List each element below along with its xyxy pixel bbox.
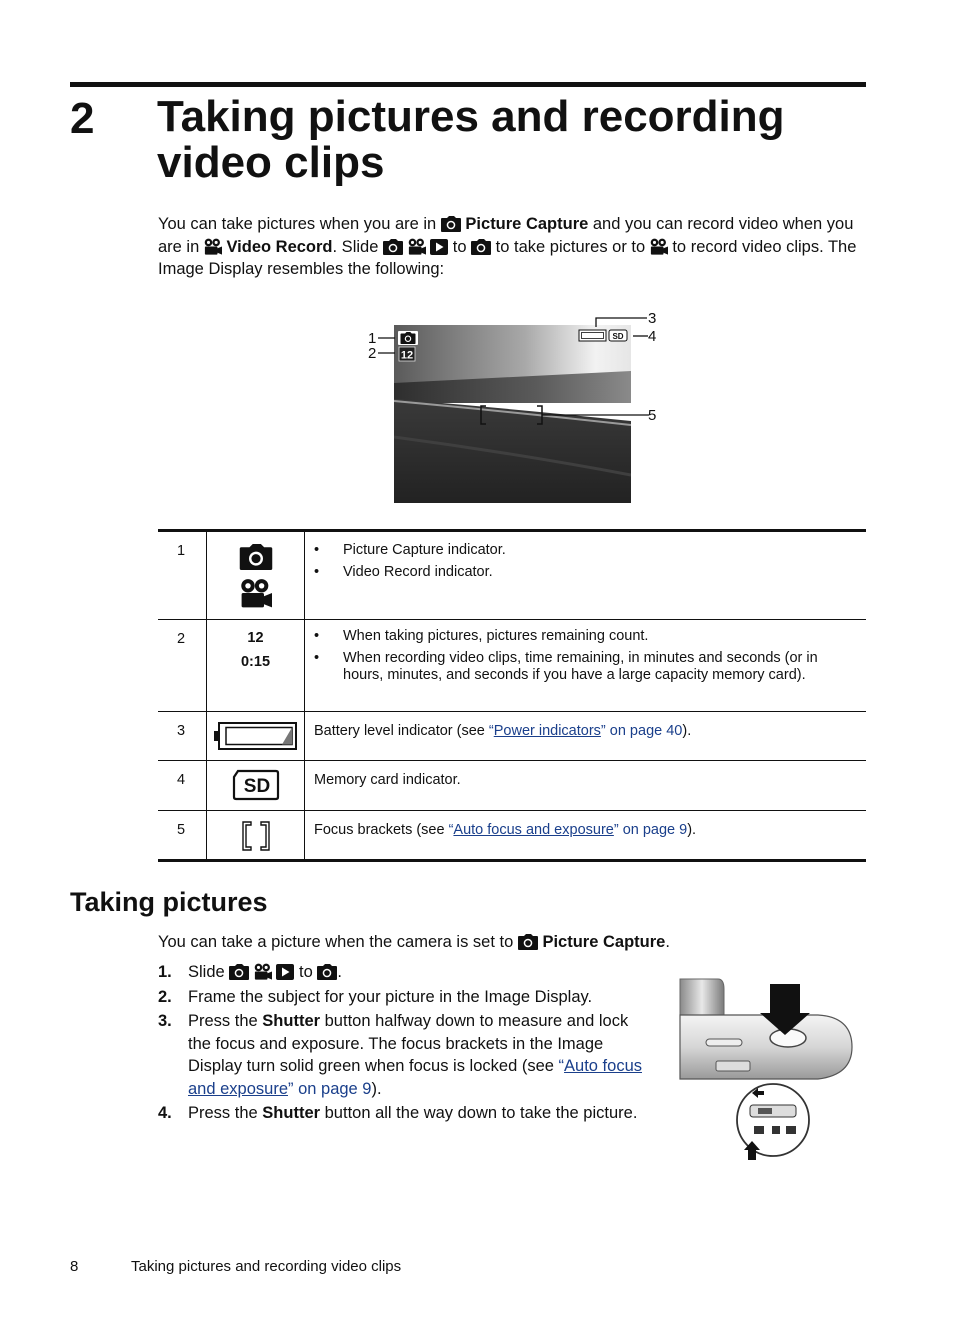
- video-camera-icon: [204, 238, 222, 255]
- table-row: 5 Focus brackets (see “Auto focus and exposure” on page 9).: [158, 810, 866, 860]
- callout-1: 1: [368, 330, 377, 347]
- callout-2: 2: [368, 345, 377, 362]
- callout-5: 5: [648, 407, 657, 424]
- video-camera-icon: [650, 238, 668, 255]
- power-indicators-link[interactable]: Power indicators: [493, 722, 601, 739]
- list-item: • When taking pictures, pictures remaining count.: [314, 628, 858, 645]
- steps-list: [158, 961, 648, 1127]
- count-overlay: 12: [400, 349, 414, 362]
- indicator-table: [158, 532, 866, 861]
- camera-icon: [441, 216, 461, 232]
- list-item: 3. Press the Shutter button halfway down to measure and lock the focus and exposure. The focus brackets in the Image Display turn solid green when focus is locked (see “Auto focus and exposure” on page 9).: [158, 1012, 642, 1098]
- svg-text:SD: SD: [612, 332, 624, 341]
- camera-icon: [229, 964, 249, 980]
- video-camera-icon: [408, 238, 426, 255]
- chapter-number: 2: [70, 94, 95, 143]
- video-camera-icon: [240, 578, 272, 608]
- list-item: • Video Record indicator.: [314, 564, 858, 581]
- camera-icon: [518, 934, 538, 950]
- list-item: • Picture Capture indicator.: [314, 542, 858, 559]
- table-row: 4 SD Memory card indicator.: [158, 760, 866, 810]
- intro-paragraph: You can take pictures when you are in Picture Capture and you can record video when you are in Video Record. Slide to to take pictures or to to record video clips. The Image Display resembles the following:: [158, 215, 857, 278]
- auto-focus-link[interactable]: Auto focus and exposure: [453, 821, 614, 838]
- list-item: 1. Slide to .: [158, 963, 342, 981]
- chapter-title: Taking pictures and recording video clips: [157, 92, 785, 187]
- sd-card-icon: [232, 769, 280, 801]
- svg-text:SD: SD: [243, 775, 270, 797]
- footer-title: Taking pictures and recording video clips: [131, 1258, 402, 1275]
- camera-icon: [471, 239, 491, 255]
- camera-icon: [383, 239, 403, 255]
- footer-page-number: 8: [70, 1258, 79, 1275]
- list-item: • When recording video clips, time remaining, in minutes and seconds (or in hours, minutes, and seconds if you have a large capacity memory card).: [314, 650, 858, 684]
- camera-shutter-illustration: [678, 975, 854, 1165]
- focus-brackets-icon: [241, 820, 271, 852]
- list-item: 4. Press the Shutter button all the way down to take the picture.: [158, 1104, 638, 1122]
- playback-icon: [430, 239, 448, 255]
- table-bottom-rule: [158, 859, 866, 862]
- auto-focus-link[interactable]: Auto focus and exposure: [188, 1057, 642, 1098]
- table-row: 2 12 0:15 • When taking pictures, pictures remaining count. • When recording video clips, time remaining, in minutes and seconds (or in hours, minutes, and seconds if you have a large capacity memory card).: [158, 619, 866, 711]
- time-text: 0:15: [240, 653, 271, 670]
- count-text: 12: [247, 629, 264, 646]
- camera-icon: [317, 964, 337, 980]
- battery-icon: [214, 720, 298, 752]
- chapter-rule: [70, 82, 866, 87]
- table-row: 1 • Picture Capture indicator. • Video Record indicator.: [158, 532, 866, 619]
- list-item: 2. Frame the subject for your picture in the Image Display.: [158, 987, 593, 1006]
- video-camera-icon: [254, 963, 272, 980]
- section-title: Taking pictures: [70, 887, 268, 917]
- playback-icon: [276, 964, 294, 980]
- callout-3: 3: [648, 310, 657, 327]
- figure-callouts: [360, 305, 670, 430]
- callout-4: 4: [648, 328, 657, 345]
- camera-icon: [239, 544, 273, 570]
- table-row: 3 Battery level indicator (see “Power indicators” on page 40).: [158, 711, 866, 760]
- section-paragraph: You can take a picture when the camera is set to Picture Capture.: [158, 933, 670, 951]
